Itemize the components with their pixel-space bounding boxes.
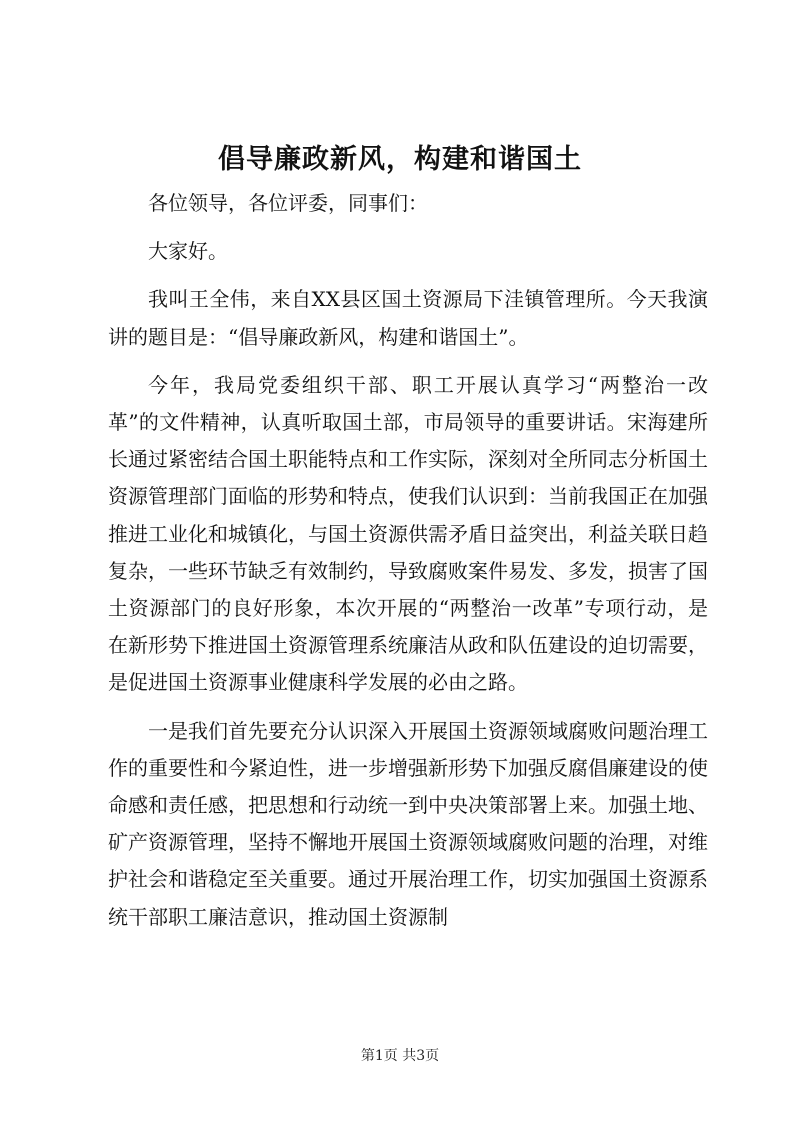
greeting-paragraph: 各位领导，各位评委，同事们：: [148, 191, 428, 215]
first-point-paragraph: 一是我们首先要充分认识深入开展国土资源领域腐败问题治理工作的重要性和今紧迫性，进一步增强新形势下加强反腐倡廉建设的使命感和责任感，把思想和行动统一到中央决策部署上来。加强土地、矿产资源管理，坚持不懈地开展国土资源领域腐败问题的治理，对维护社会和谐稳定至关重要。通过开展治理工作，切实加强国土资源系统干部职工廉洁意识，推动国土资源制: [108, 718, 708, 929]
page-footer: 第1页 共3页: [360, 1048, 440, 1064]
document-title: 倡导廉政新风，构建和谐国土: [218, 144, 582, 175]
document-body: [108, 185, 708, 936]
introduction-paragraph: 我叫王全伟，来自XX县区国土资源局下洼镇管理所。今天我演讲的题目是：“倡导廉政新风，构建和谐国土”。: [108, 287, 708, 349]
salutation-paragraph: 大家好。: [148, 239, 228, 264]
background-paragraph: 今年，我局党委组织干部、职工开展认真学习“两整治一改革”的文件精神，认真听取国土部，市局领导的重要讲话。宋海建所长通过紧密结合国土职能特点和工作实际，深刻对全所同志分析国土资源管理部门面临的形势和特点，使我们认识到：当前我国正在加强推进工业化和城镇化，与国土资源供需矛盾日益突出，利益关联日趋复杂，一些环节缺乏有效制约，导致腐败案件易发、多发，损害了国土资源部门的良好形象，本次开展的“两整治一改革”专项行动，是在新形势下推进国土资源管理系统廉洁从政和队伍建设的迫切需要，是促进国土资源事业健康科学发展的必由之路。: [108, 372, 708, 695]
